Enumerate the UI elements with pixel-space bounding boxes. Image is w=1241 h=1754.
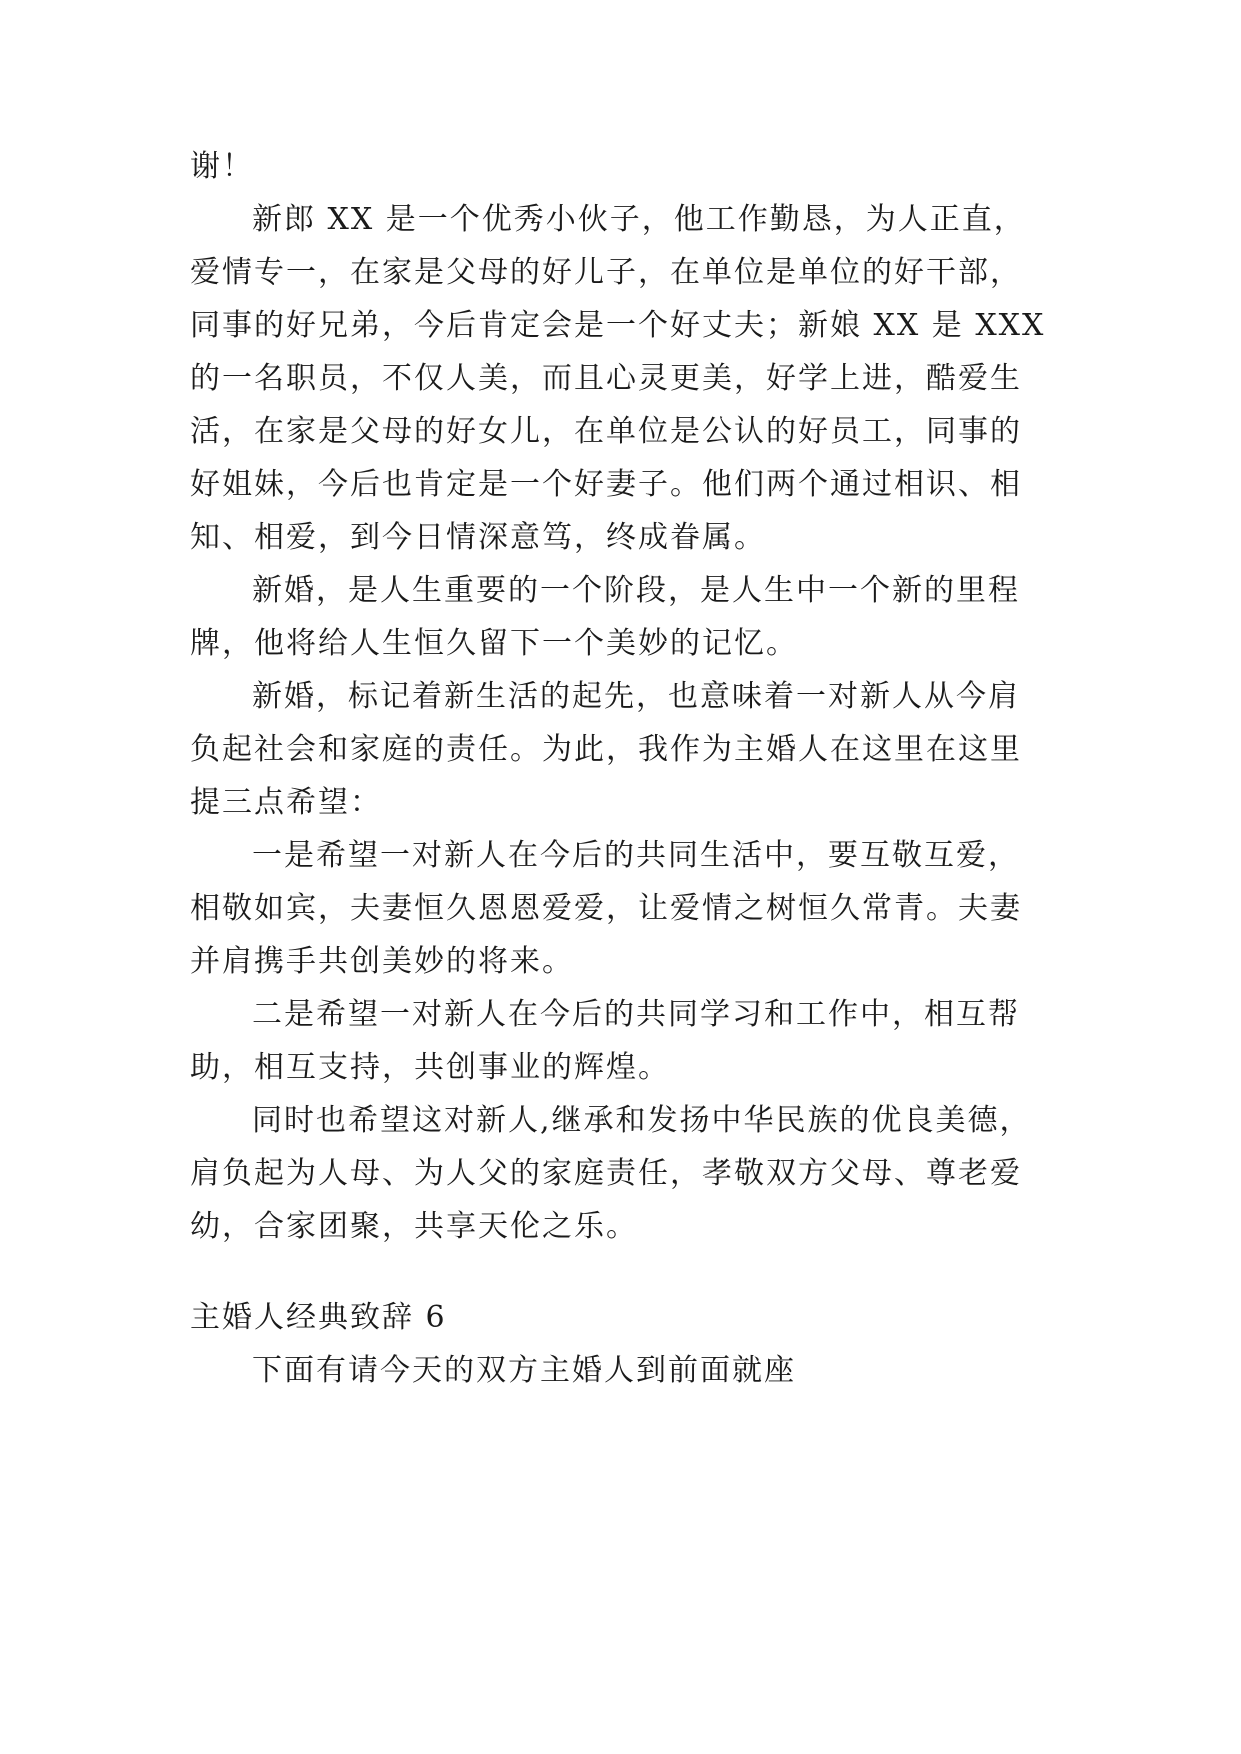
text-line: 并肩携手共创美妙的将来。 (190, 944, 574, 979)
paragraph-line: 下面有请今天的双方主婚人到前面就座 (252, 1353, 796, 1388)
text-line: 活，在家是父母的好女儿，在单位是公认的好员工，同事的 (190, 414, 1022, 449)
text-line: 知、相爱，到今日情深意笃，终成眷属。 (190, 520, 766, 555)
text-line: 负起社会和家庭的责任。为此，我作为主婚人在这里在这里 (190, 732, 1022, 767)
paragraph-line: 二是希望一对新人在今后的共同学习和工作中，相互帮 (252, 997, 1020, 1032)
text-line: 谢！ (190, 149, 254, 184)
paragraph-line: 新婚，标记着新生活的起先，也意味着一对新人从今肩 (252, 679, 1020, 714)
paragraph-line: 新婚，是人生重要的一个阶段，是人生中一个新的里程 (252, 573, 1020, 608)
text-line: 肩负起为人母、为人父的家庭责任，孝敬双方父母、尊老爱 (190, 1156, 1022, 1191)
text-line: 牌，他将给人生恒久留下一个美妙的记忆。 (190, 626, 798, 661)
text-line: 相敬如宾，夫妻恒久恩恩爱爱，让爱情之树恒久常青。夫妻 (190, 891, 1022, 926)
text-line: 爱情专一，在家是父母的好儿子，在单位是单位的好干部， (190, 255, 1022, 290)
text-line: 幼，合家团聚，共享天伦之乐。 (190, 1209, 638, 1244)
text-line: 助，相互支持，共创事业的辉煌。 (190, 1050, 670, 1085)
paragraph-line: 新郎 XX 是一个优秀小伙子，他工作勤恳，为人正直， (252, 202, 1026, 237)
text-line: 提三点希望： (190, 785, 382, 820)
text-line: 的一名职员，不仅人美，而且心灵更美，好学上进，酷爱生 (190, 361, 1022, 396)
text-line: 好姐妹，今后也肯定是一个好妻子。他们两个通过相识、相 (190, 467, 1022, 502)
text-line: 同事的好兄弟，今后肯定会是一个好丈夫；新娘 XX 是 XXX (190, 308, 1046, 343)
paragraph-line: 同时也希望这对新人,继承和发扬中华民族的优良美德， (252, 1103, 1032, 1138)
section-heading: 主婚人经典致辞 6 (190, 1300, 447, 1335)
paragraph-line: 一是希望一对新人在今后的共同生活中，要互敬互爱， (252, 838, 1020, 873)
